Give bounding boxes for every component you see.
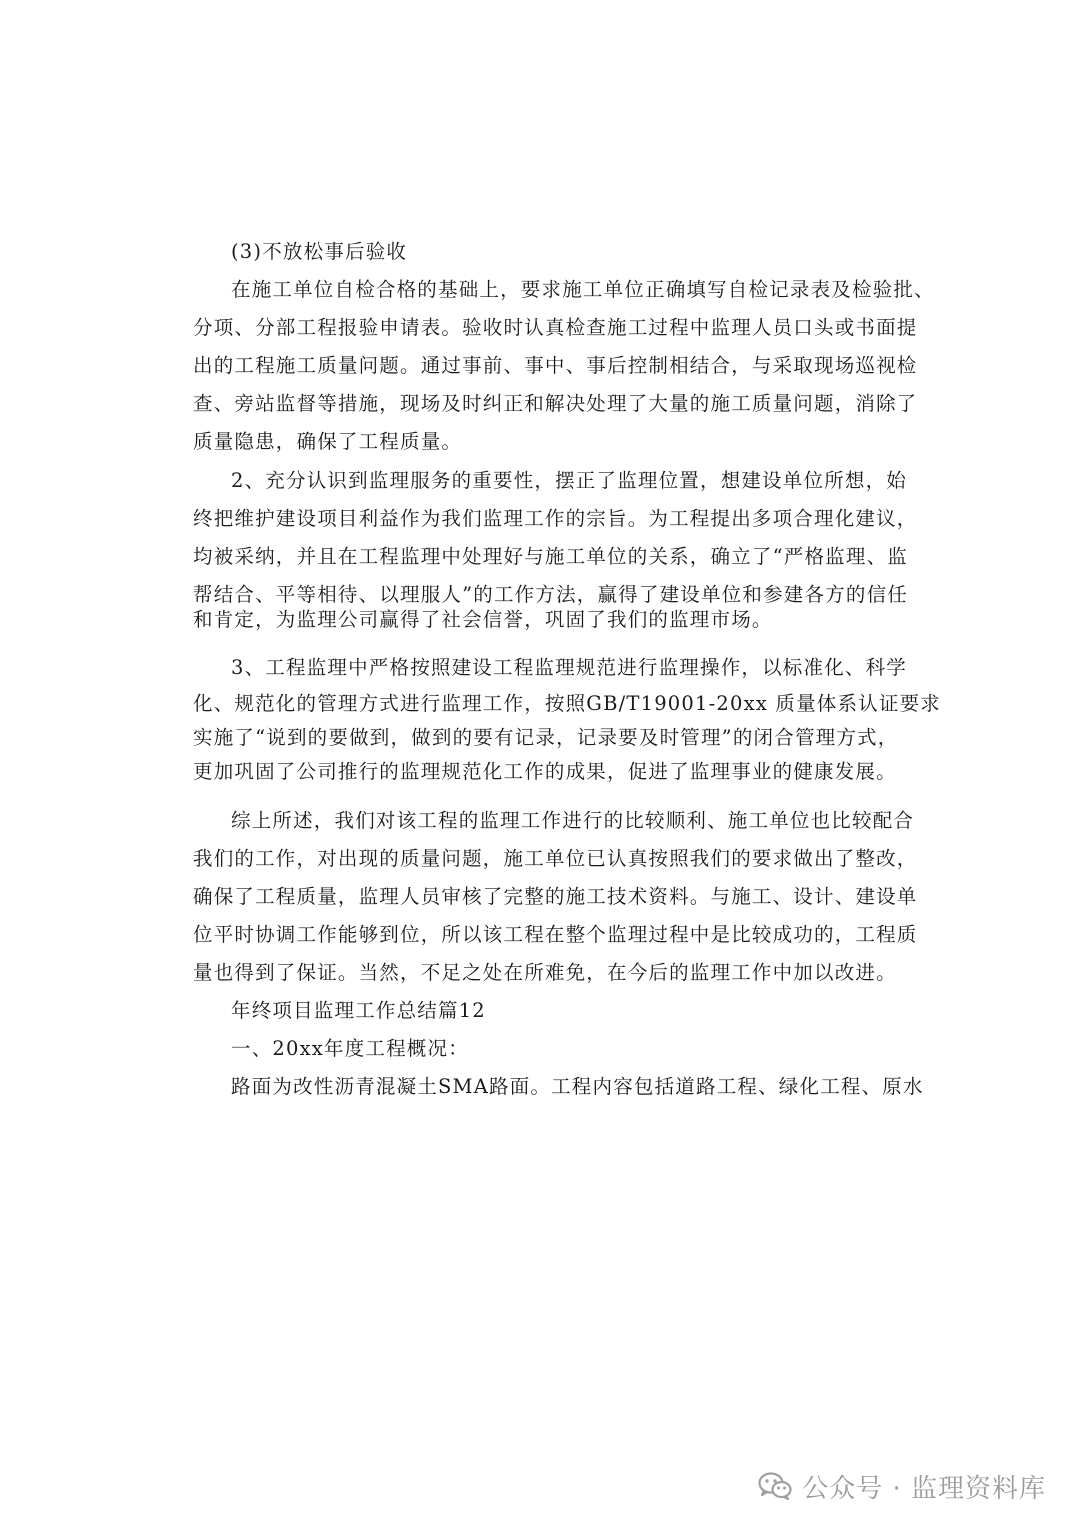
paragraph-line: 查、旁站监督等措施，现场及时纠正和解决处理了大量的施工质量问题，消除了 [193,392,918,415]
paragraph-line: 在施工单位自检合格的基础上，要求施工单位正确填写自检记录表及检验批、 [231,278,935,301]
paragraph-line: 化、规范化的管理方式进行监理工作，按照GB/T19001-20xx 质量体系认证要求 [193,692,942,715]
paragraph-line: 更加巩固了公司推行的监理规范化工作的成果，促进了监理事业的健康发展。 [193,760,897,783]
paragraph-line: 质量隐患，确保了工程质量。 [193,430,463,453]
section-heading: (3)不放松事后验收 [231,240,408,263]
paragraph-line: 我们的工作，对出现的质量问题，施工单位已认真按照我们的要求做出了整改， [193,847,918,870]
paragraph-line: 路面为改性沥青混凝土SMA路面。工程内容包括道路工程、绿化工程、原水 [231,1075,924,1098]
paragraph-line: 位平时协调工作能够到位，所以该工程在整个监理过程中是比较成功的，工程质 [193,923,918,946]
paragraph-line: 终把维护建设项目利益作为我们监理工作的宗旨。为工程提出多项合理化建议， [193,507,918,530]
paragraph-line: 量也得到了保证。当然，不足之处在所难免，在今后的监理工作中加以改进。 [193,961,897,984]
watermark-text: 公众号 · 监理资料库 [802,1473,1046,1504]
paragraph-line: 确保了工程质量，监理人员审核了完整的施工技术资料。与施工、设计、建设单 [193,885,918,908]
wechat-icon [758,1472,792,1500]
section-heading: 一、20xx年度工程概况： [231,1037,469,1060]
paragraph-line: 实施了“说到的要做到，做到的要有记录，记录要及时管理”的闭合管理方式， [193,726,899,749]
paragraph-line: 3、工程监理中严格按照建设工程监理规范进行监理操作，以标准化、科学 [231,656,908,679]
paragraph-line: 出的工程施工质量问题。通过事前、事中、事后控制相结合，与采取现场巡视检 [193,354,918,377]
paragraph-line: 均被采纳，并且在工程监理中处理好与施工单位的关系，确立了“严格监理、监 [193,545,908,568]
paragraph-line: 和肯定，为监理公司赢得了社会信誉，巩固了我们的监理市场。 [193,608,773,631]
paragraph-line: 综上所述，我们对该工程的监理工作进行的比较顺利、施工单位也比较配合 [231,809,915,832]
paragraph-line: 分项、分部工程报验申请表。验收时认真检查施工过程中监理人员口头或书面提 [193,316,918,339]
watermark [758,1466,1046,1506]
article-title: 年终项目监理工作总结篇12 [231,999,486,1022]
paragraph-line: 2、充分认识到监理服务的重要性，摆正了监理位置，想建设单位所想，始 [231,469,908,492]
paragraph-line: 帮结合、平等相待、以理服人”的工作方法，赢得了建设单位和参建各方的信任 [193,583,908,606]
